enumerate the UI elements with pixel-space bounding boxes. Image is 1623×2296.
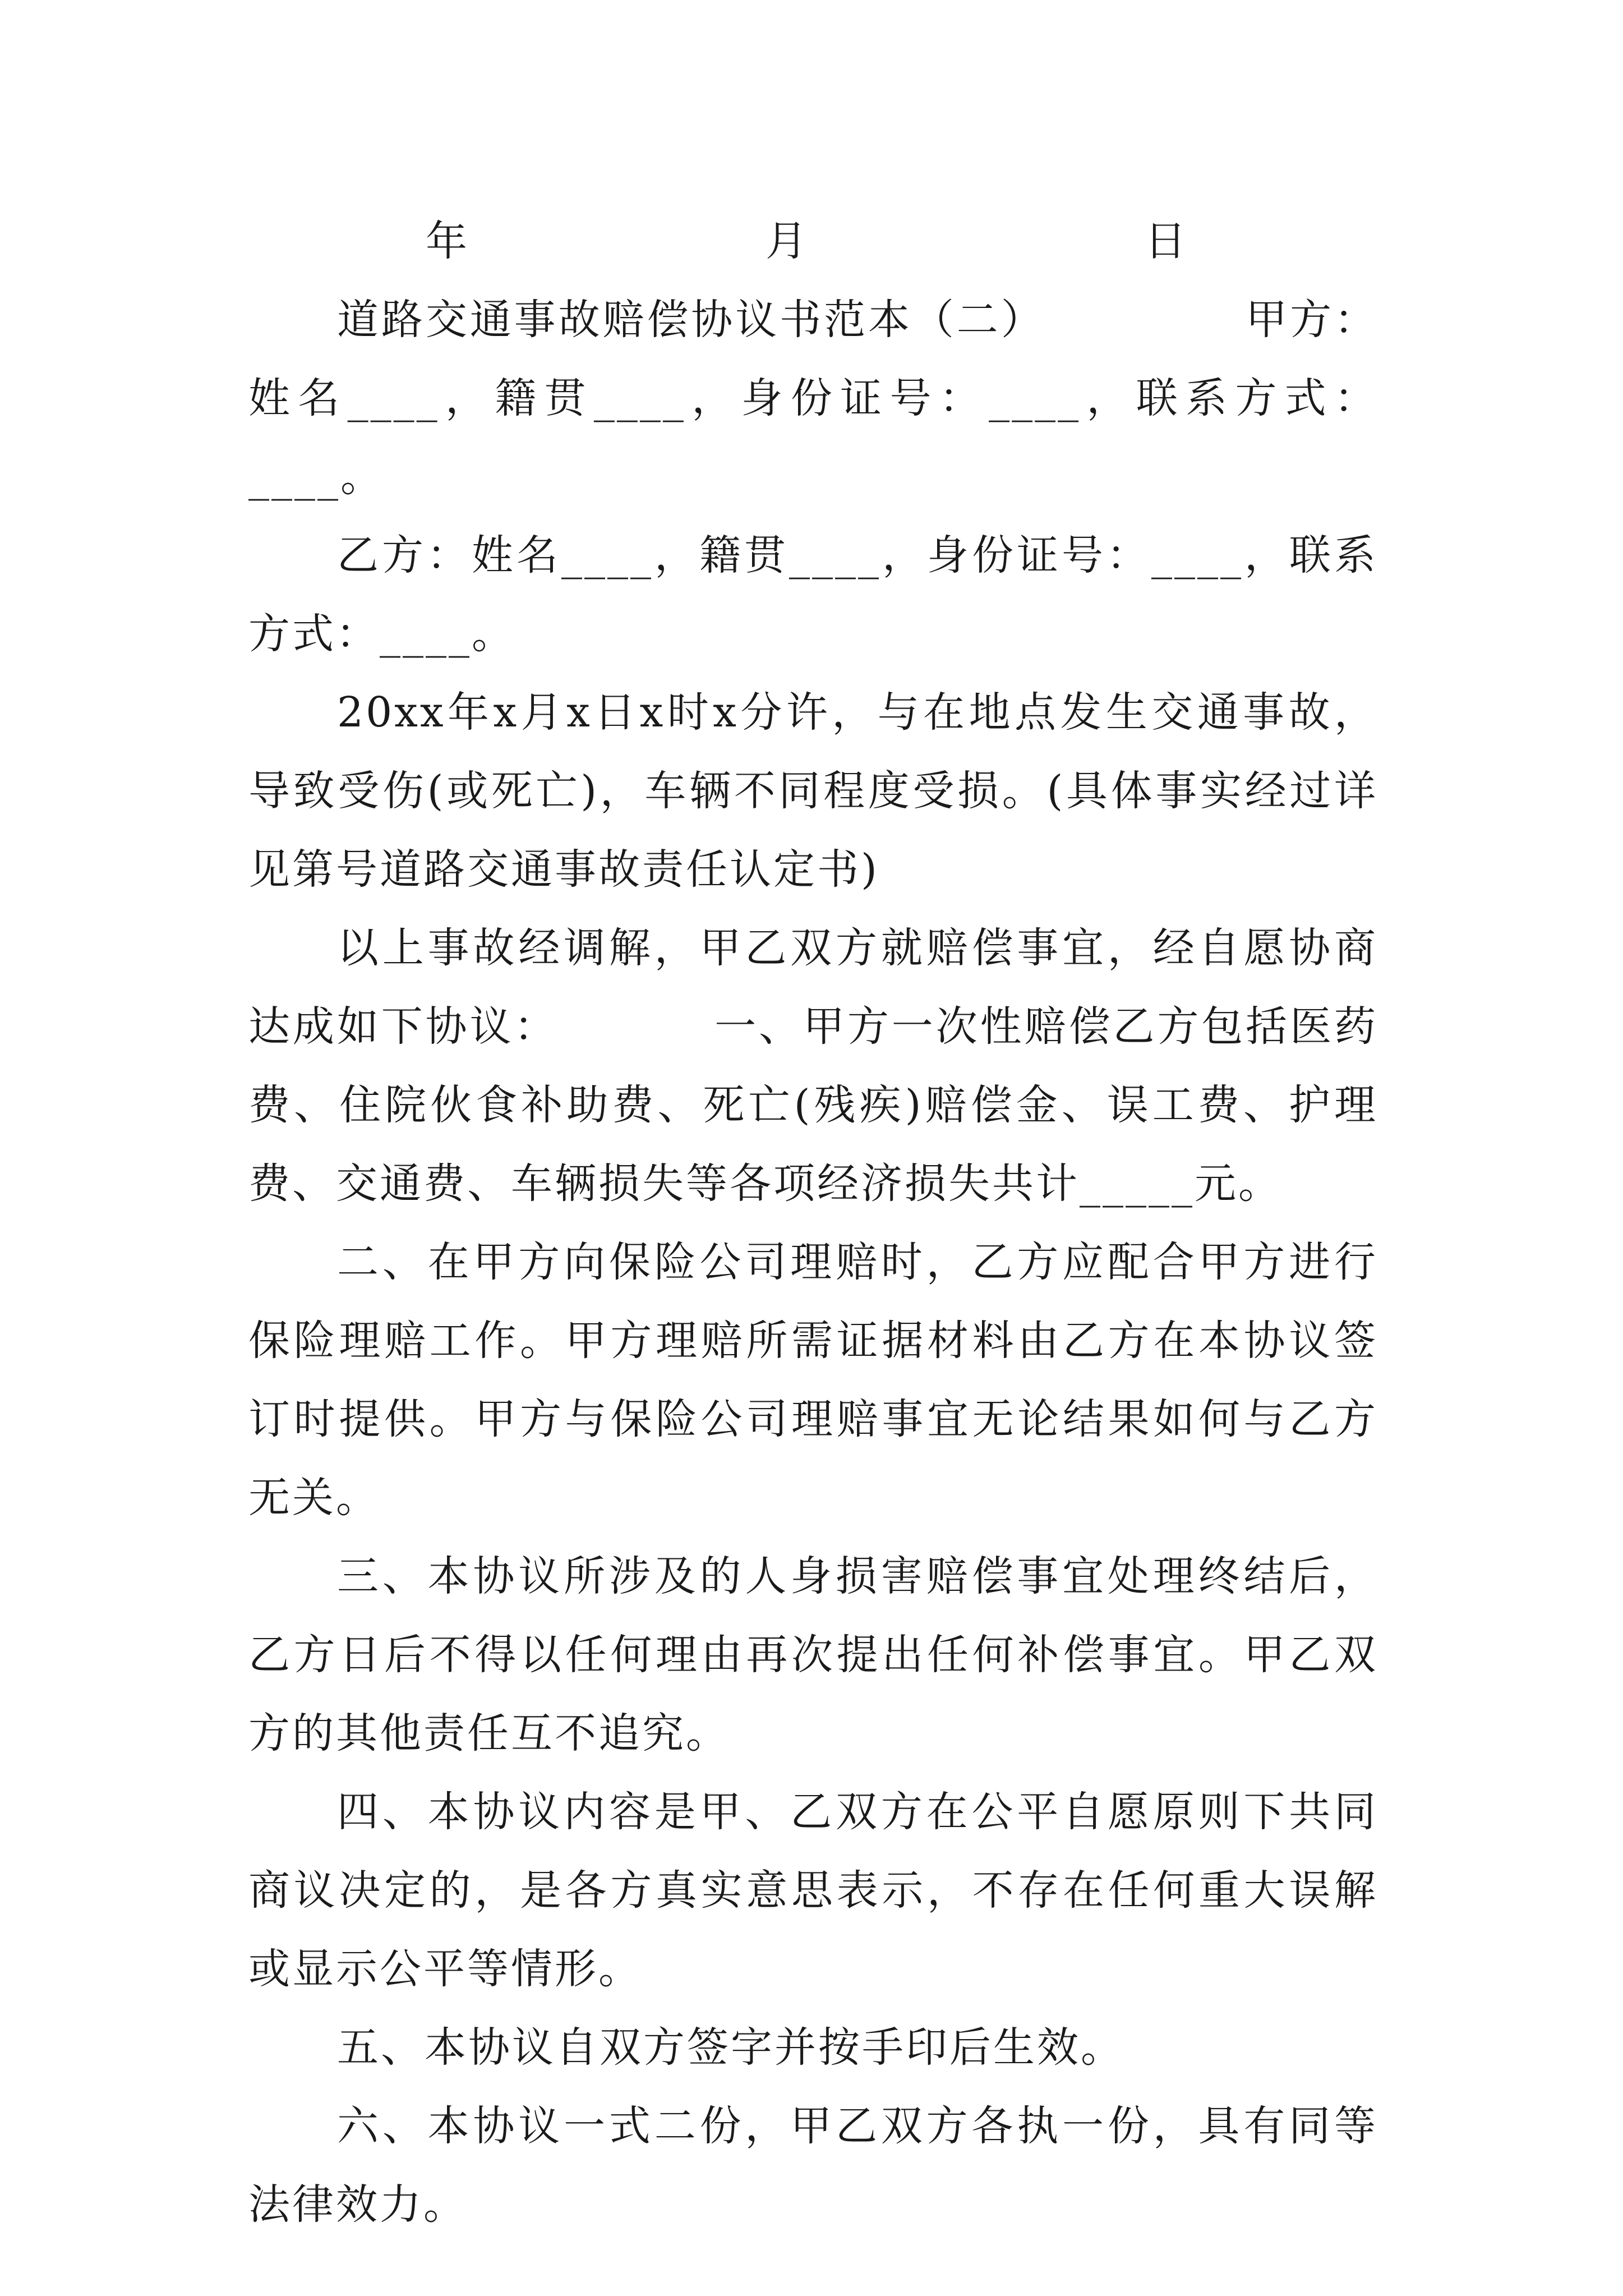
- title-and-party-a: 道路交通事故赔偿协议书范本（二） 甲方：姓名____，籍贯____，身份证号：____，联系方式：____。: [248, 296, 1378, 501]
- document-body: [248, 202, 1378, 2244]
- date-day: 日: [1145, 217, 1188, 265]
- date-line: [248, 202, 1378, 280]
- clause-three: 三、本协议所涉及的人身损害赔偿事宜处理终结后，乙方日后不得以任何理由再次提出任何补偿事宜。甲乙双方的其他责任互不追究。: [248, 1552, 1378, 1757]
- clause-six: 六、本协议一式二份，甲乙双方各执一份，具有同等法律效力。: [248, 2102, 1378, 2229]
- clause-one: 以上事故经调解，甲乙双方就赔偿事宜，经自愿协商达成如下协议： 一、甲方一次性赔偿乙方包括医药费、住院伙食补助费、死亡(残疾)赔偿金、误工费、护理费、交通费、车辆损失等各项经济损失共计_____元。: [248, 924, 1378, 1208]
- clause-five: 五、本协议自双方签字并按手印后生效。: [337, 2023, 1124, 2072]
- accident-facts: 20xx年x月x日x时x分许，与在地点发生交通事故，导致受伤(或死亡)，车辆不同程度受损。(具体事实经过详见第号道路交通事故责任认定书): [248, 688, 1378, 894]
- clause-two: 二、在甲方向保险公司理赔时，乙方应配合甲方进行保险理赔工作。甲方理赔所需证据材料由乙方在本协议签订时提供。甲方与保险公司理赔事宜无论结果如何与乙方无关。: [248, 1238, 1378, 1522]
- clause-four: 四、本协议内容是甲、乙双方在公平自愿原则下共同商议决定的，是各方真实意思表示，不存在任何重大误解或显示公平等情形。: [248, 1788, 1378, 1993]
- party-b-info: 乙方：姓名____，籍贯____，身份证号：____，联系方式：____。: [248, 531, 1378, 658]
- date-month: 月: [766, 217, 809, 265]
- date-year: 年: [426, 217, 469, 265]
